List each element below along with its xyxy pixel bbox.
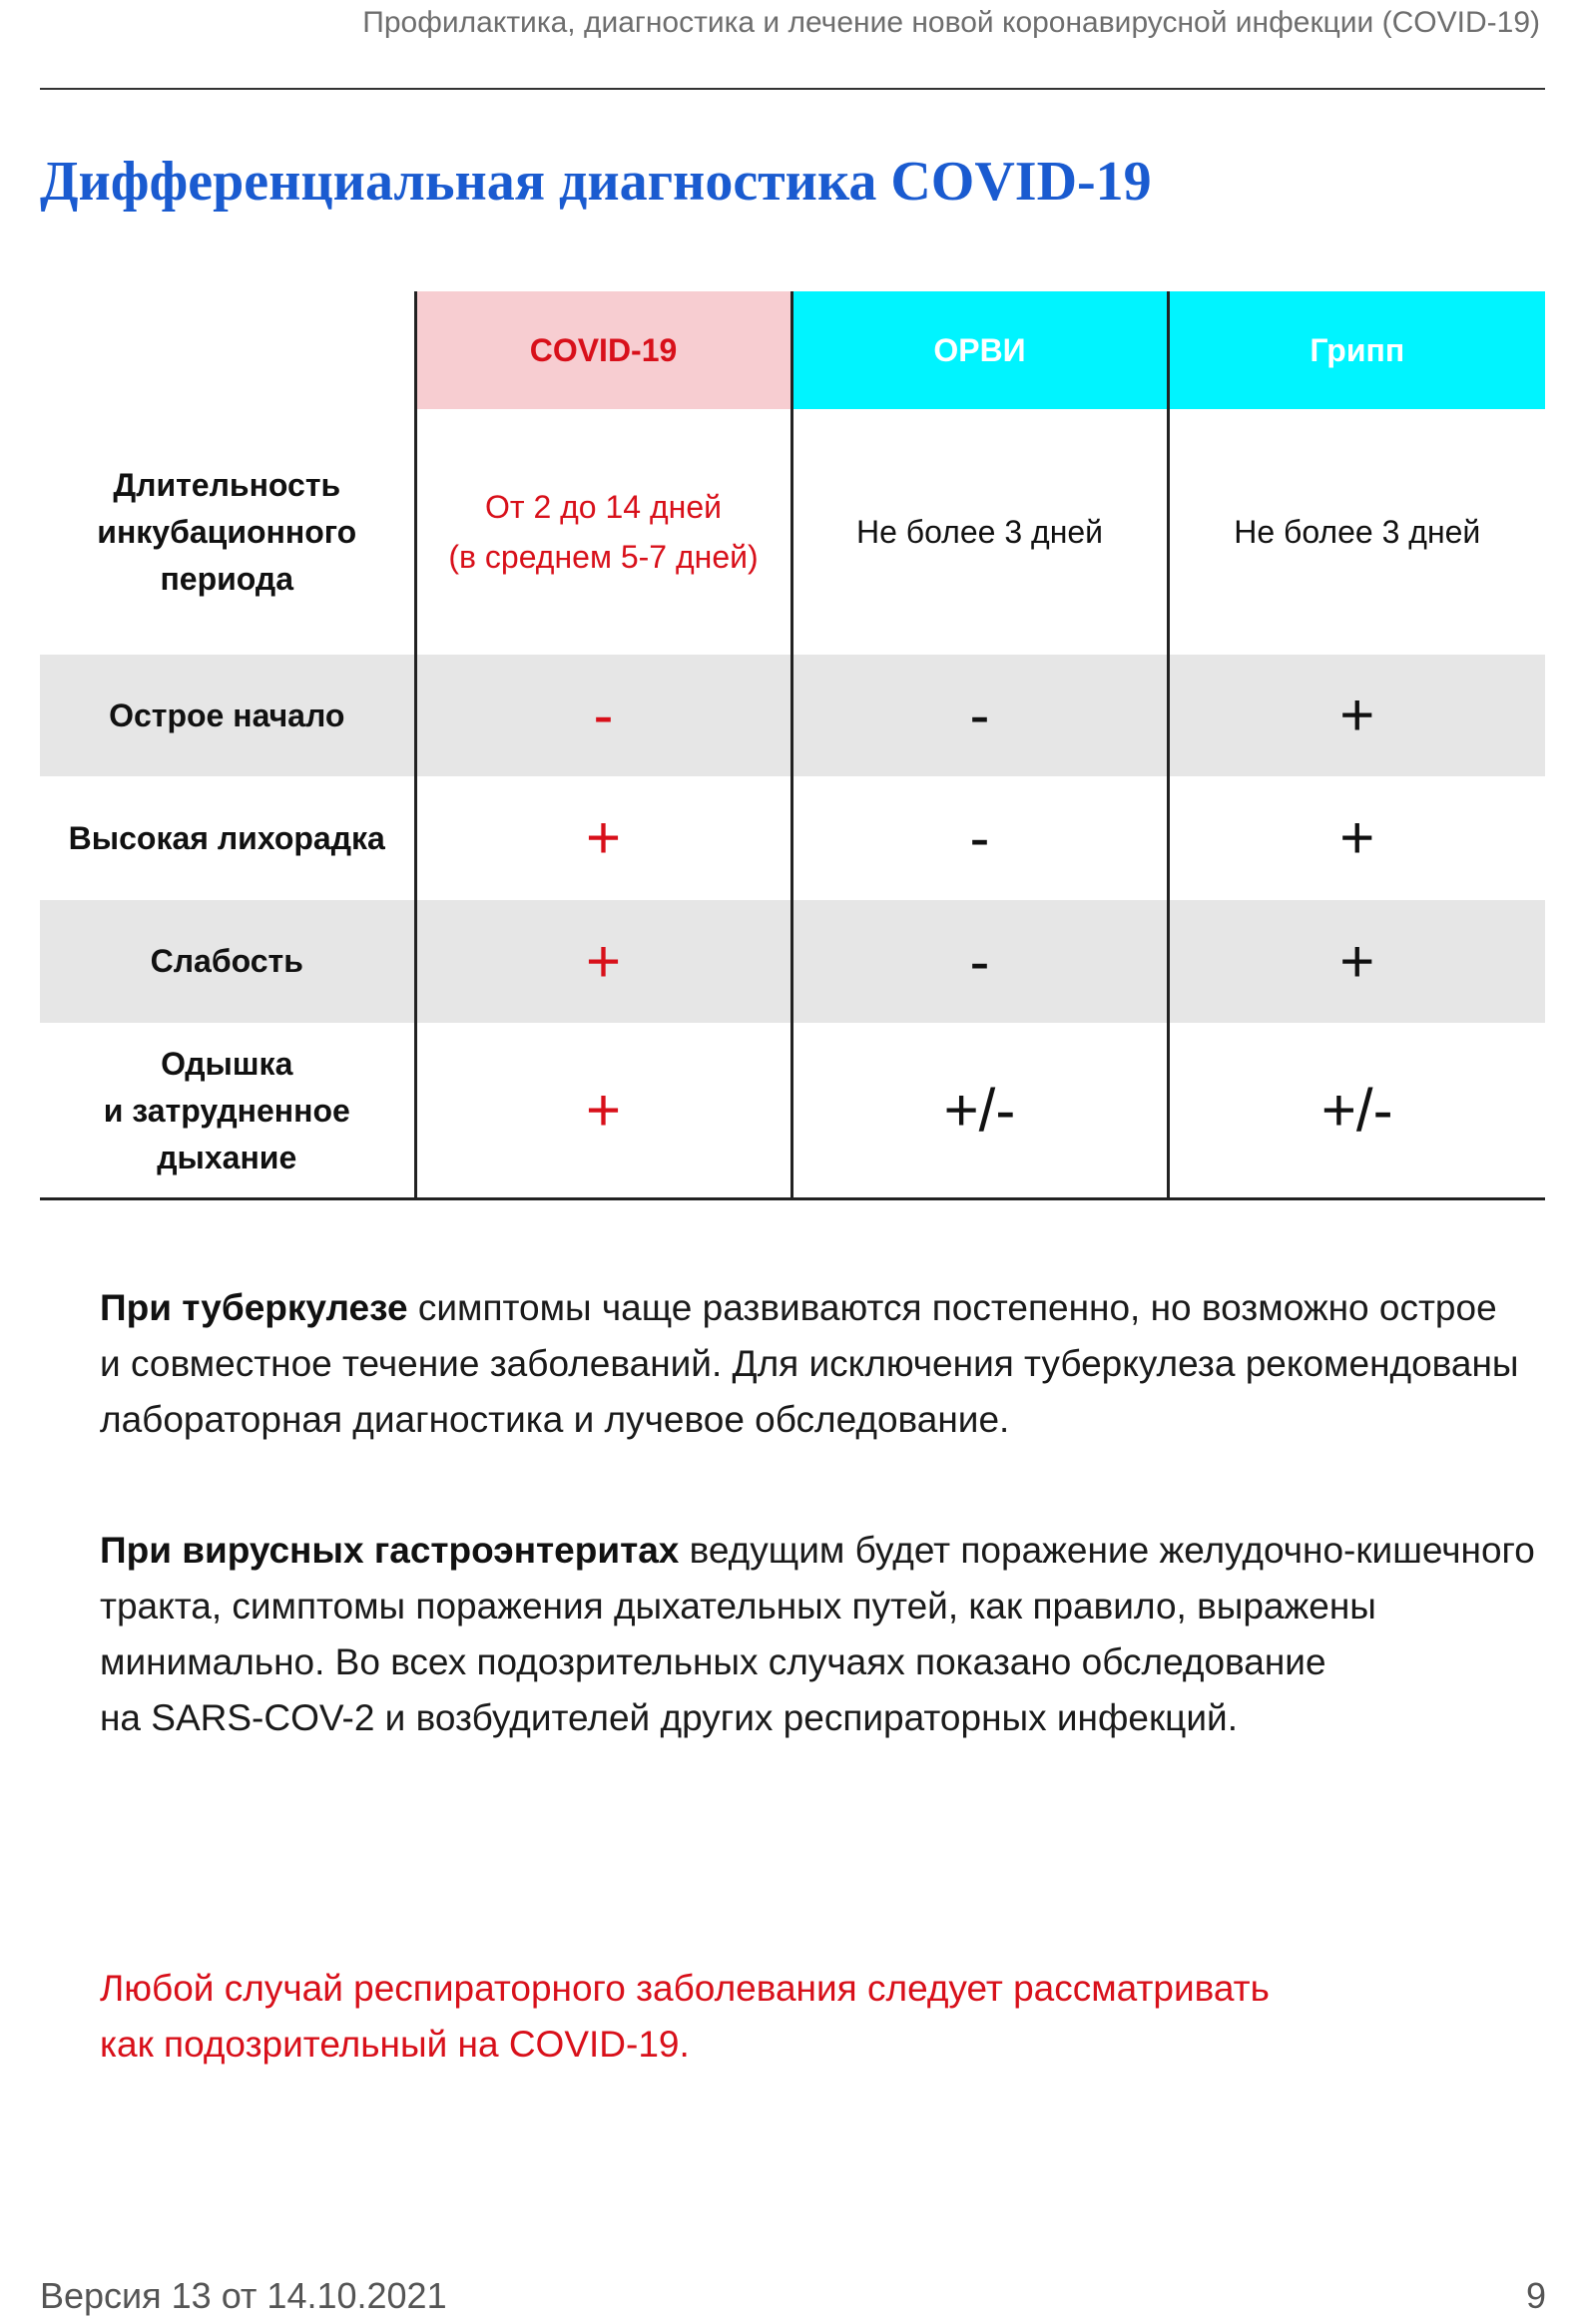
cell-line: От 2 до 14 дней (485, 489, 722, 525)
row-label-dyspnea (40, 1023, 415, 1198)
row-label-incubation (40, 409, 415, 655)
cell-acute-onset-orvi: - (791, 655, 1168, 776)
paragraph-text: ведущим будет поражение желудочно-кишечного (679, 1530, 1535, 1571)
row-label-high-fever: Высокая лихорадка (68, 819, 385, 856)
table-row-incubation (40, 409, 1545, 655)
note-text: как подозрительный на COVID-19. (100, 2024, 690, 2065)
paragraph-lead: При туберкулезе (100, 1287, 408, 1328)
cell-incubation-covid (415, 409, 791, 655)
cell-high-fever-covid: + (415, 776, 791, 900)
header-divider (40, 88, 1545, 90)
cell-incubation-orvi: Не более 3 дней (791, 409, 1168, 655)
cell-incubation-gripp: Не более 3 дней (1168, 409, 1545, 655)
label-line: и затрудненное (103, 1092, 350, 1129)
cell-dyspnea-covid: + (415, 1023, 791, 1198)
table-row-dyspnea (40, 1023, 1545, 1198)
cell-weakness-gripp: + (1168, 900, 1545, 1023)
row-label-acute-onset: Острое начало (40, 655, 415, 776)
label-line: инкубационного (97, 513, 357, 550)
suspicion-note (100, 1961, 1537, 2073)
cell-weakness-orvi: - (791, 900, 1168, 1023)
paragraph-gastroenteritis (100, 1523, 1537, 1746)
note-text: Любой случай респираторного заболевания следует рассматривать (100, 1968, 1270, 2009)
cell-high-fever-orvi: - (791, 776, 1168, 900)
page-number: 9 (1525, 2275, 1546, 2316)
differential-diagnosis-table (40, 291, 1545, 1198)
column-header-covid: COVID-19 (415, 291, 791, 409)
table-row-high-fever (40, 776, 1545, 900)
cell-high-fever-gripp: + (1168, 776, 1545, 900)
paragraph-text: симптомы чаще развиваются постепенно, но возможно острое (407, 1287, 1497, 1328)
cell-weakness-covid: + (415, 900, 791, 1023)
cell-dyspnea-orvi: +/- (791, 1023, 1168, 1198)
paragraph-text: и совместное течение заболеваний. Для исключения туберкулеза рекомендованы (100, 1343, 1519, 1384)
column-header-orvi: ОРВИ (791, 291, 1168, 409)
cell-line: (в среднем 5-7 дней) (448, 539, 759, 575)
table-bottom-rule (40, 1197, 1545, 1200)
label-line: Длительность (113, 466, 341, 503)
row-label-weakness: Слабость (40, 900, 415, 1023)
cell-dyspnea-gripp: +/- (1168, 1023, 1545, 1198)
label-line: периода (160, 560, 294, 597)
label-line: Одышка (161, 1045, 293, 1082)
paragraph-text: минимально. Во всех подозрительных случаях показано обследование (100, 1641, 1326, 1682)
label-line: дыхание (157, 1139, 297, 1175)
page-title: Дифференциальная диагностика COVID-19 (40, 151, 1152, 213)
paragraph-text: на SARS-COV-2 и возбудителей других респираторных инфекций. (100, 1697, 1238, 1738)
column-header-gripp: Грипп (1168, 291, 1545, 409)
table-header-row (40, 291, 1545, 409)
cell-acute-onset-gripp: + (1168, 655, 1545, 776)
cell-acute-onset-covid: - (415, 655, 791, 776)
table-row-weakness (40, 900, 1545, 1023)
paragraph-text: тракта, симптомы поражения дыхательных путей, как правило, выражены (100, 1586, 1376, 1627)
paragraph-lead: При вирусных гастроэнтеритах (100, 1530, 680, 1571)
table-row-acute-onset (40, 655, 1545, 776)
header-empty-cell (40, 291, 415, 409)
paragraph-tuberculosis (100, 1280, 1537, 1448)
paragraph-text: лабораторная диагностика и лучевое обследование. (100, 1399, 1010, 1440)
footer-version: Версия 13 от 14.10.2021 (40, 2275, 447, 2316)
running-header: Профилактика, диагностика и лечение новой коронавирусной инфекции (COVID-19) (362, 6, 1540, 39)
